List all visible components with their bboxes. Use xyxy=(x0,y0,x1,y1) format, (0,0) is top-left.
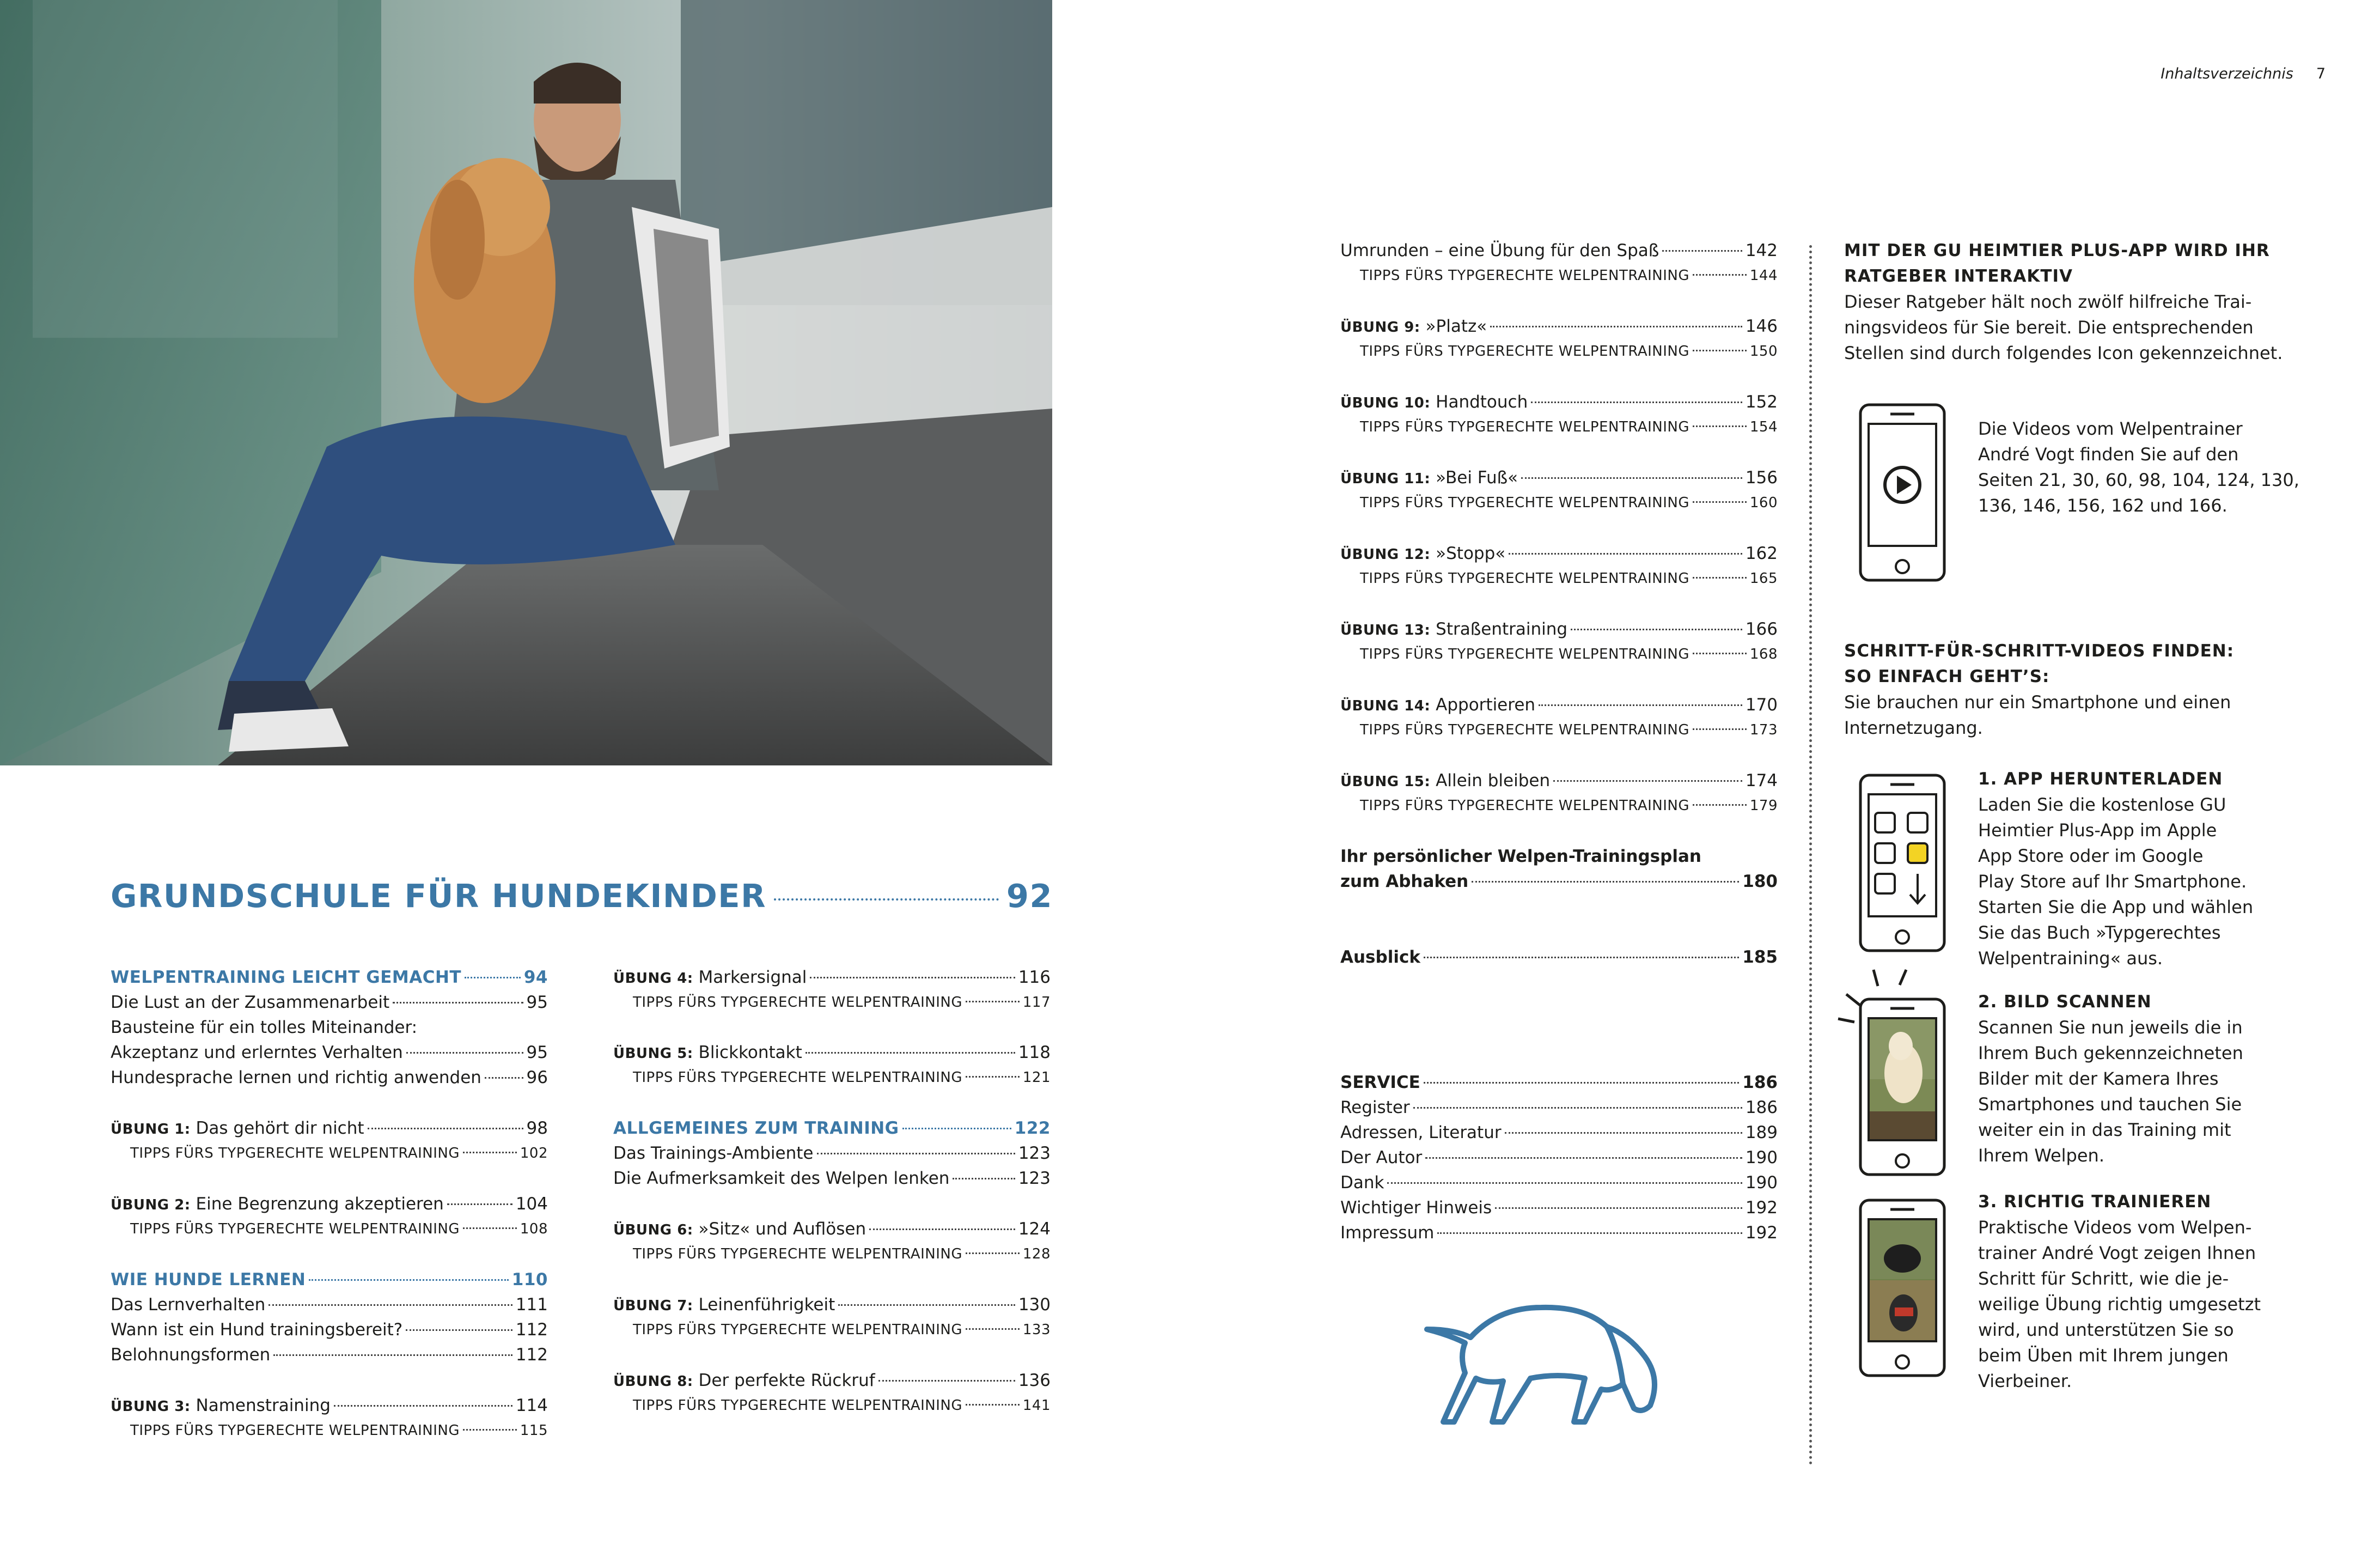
toc-entry-page: 112 xyxy=(515,1345,548,1365)
toc-entry-label: Eine Begrenzung akzeptieren xyxy=(196,1194,444,1214)
toc-entry-label: Das gehört dir nicht xyxy=(196,1118,364,1138)
toc-entry[interactable] xyxy=(1340,945,1778,970)
toc-entry-label: Akzeptanz und erlerntes Verhalten xyxy=(111,1043,403,1062)
step2-line-6: Ihrem Welpen. xyxy=(1978,1145,2104,1166)
dot-leader xyxy=(463,1429,517,1431)
step2-line-4: Smartphones und tauchen Sie xyxy=(1978,1094,2242,1115)
dot-leader xyxy=(878,1380,1015,1382)
toc-entry-label: Wann ist ein Hund trainingsbereit? xyxy=(111,1320,403,1340)
toc-entry[interactable] xyxy=(1340,314,1778,339)
toc-entry[interactable] xyxy=(613,1040,1051,1066)
toc-entry[interactable] xyxy=(130,1418,548,1444)
toc-entry-label: TIPPS FÜRS TYPGERECHTE WELPENTRAINING xyxy=(633,1322,963,1338)
toc-entry-label: Der perfekte Rückruf xyxy=(698,1371,875,1390)
app-heading-line-2: RATGEBER INTERAKTIV xyxy=(1844,266,2073,286)
dot-leader xyxy=(966,1404,1020,1406)
column-divider xyxy=(1809,245,1812,1465)
step3-line-6: beim Üben mit Ihrem jungen xyxy=(1978,1345,2229,1366)
dot-leader xyxy=(838,1304,1015,1306)
chapter-title[interactable] xyxy=(111,877,1053,915)
header-section: Inhaltsverzeichnis xyxy=(2161,65,2293,82)
toc-entry-prefix: ÜBUNG 2: xyxy=(111,1197,191,1213)
toc-entry-page: 118 xyxy=(1018,1043,1051,1062)
steps-intro-line-1: Sie brauchen nur ein Smartphone und einen xyxy=(1844,692,2231,713)
dot-leader xyxy=(334,1405,512,1407)
toc-entry-label: WELPENTRAINING LEICHT GEMACHT xyxy=(111,968,462,987)
step2-line-1: Scannen Sie nun jeweils die in xyxy=(1978,1017,2243,1038)
dot-leader xyxy=(1521,477,1742,479)
toc-entry-label: Die Lust an der Zusammenarbeit xyxy=(111,993,390,1012)
dot-leader xyxy=(1490,326,1742,327)
step2-line-2: Ihrem Buch gekennzeichneten xyxy=(1978,1043,2243,1063)
toc-entry[interactable] xyxy=(1340,541,1778,567)
toc-entry-page: 112 xyxy=(515,1320,548,1340)
toc-entry-page: 111 xyxy=(515,1295,548,1315)
toc-entry[interactable] xyxy=(1360,642,1778,667)
dot-leader xyxy=(1437,1232,1742,1234)
toc-entry-label: TIPPS FÜRS TYPGERECHTE WELPENTRAINING xyxy=(633,1246,963,1262)
dot-leader xyxy=(1693,274,1747,276)
dot-leader xyxy=(966,1252,1020,1254)
toc-entry-prefix: ÜBUNG 11: xyxy=(1340,471,1431,487)
steps-heading-line-2: SO EINFACH GEHT’S: xyxy=(1844,667,2050,686)
toc-entry[interactable] xyxy=(1340,1095,1778,1121)
toc-entry-label: TIPPS FÜRS TYPGERECHTE WELPENTRAINING xyxy=(1360,646,1690,662)
toc-entry-page: 123 xyxy=(1018,1144,1051,1163)
dot-leader xyxy=(1413,1107,1742,1109)
toc-entry[interactable] xyxy=(111,1317,548,1343)
toc-entry-label: Apportieren xyxy=(1436,695,1536,715)
toc-entry-label: TIPPS FÜRS TYPGERECHTE WELPENTRAINING xyxy=(1360,267,1690,284)
dot-leader xyxy=(1693,577,1747,579)
toc-entry[interactable] xyxy=(111,1015,548,1041)
toc-entry-prefix: ÜBUNG 6: xyxy=(613,1222,693,1238)
toc-entry-page: 190 xyxy=(1745,1148,1778,1167)
toc-entry-page: 156 xyxy=(1745,468,1778,488)
dot-leader xyxy=(1693,653,1747,654)
toc-entry-label: Adressen, Literatur xyxy=(1340,1123,1502,1142)
dot-leader xyxy=(393,1002,523,1003)
app-heading-line-1: MIT DER GU HEIMTIER PLUS-APP WIRD IHR xyxy=(1844,241,2270,260)
training-video-phone-icon xyxy=(1859,1199,1946,1377)
toc-entry-label: Ihr persönlicher Welpen-Trainingsplan xyxy=(1340,847,1701,866)
steps-intro xyxy=(1844,690,2231,741)
dot-leader xyxy=(1571,629,1742,630)
toc-entry-page: 190 xyxy=(1745,1173,1778,1193)
toc-entry[interactable] xyxy=(1340,1145,1778,1171)
step1-line-1: Laden Sie die kostenlose GU xyxy=(1978,794,2226,815)
toc-entry-page: 102 xyxy=(520,1145,548,1161)
toc-entry-page: 96 xyxy=(526,1068,548,1087)
toc-entry-prefix: ÜBUNG 5: xyxy=(613,1045,693,1062)
toc-entry[interactable] xyxy=(1340,869,1778,895)
toc-entry[interactable] xyxy=(111,1342,548,1368)
step1-line-4: Play Store auf Ihr Smartphone. xyxy=(1978,871,2247,892)
toc-entry[interactable] xyxy=(633,1393,1051,1419)
steps-heading-line-1: SCHRITT-FÜR-SCHRITT-VIDEOS FINDEN: xyxy=(1844,641,2235,661)
toc-entry[interactable] xyxy=(613,1116,1051,1141)
toc-entry-page: 124 xyxy=(1018,1219,1051,1239)
toc-entry[interactable] xyxy=(1360,566,1778,592)
toc-entry-label: ALLGEMEINES ZUM TRAINING xyxy=(613,1118,899,1138)
step2 xyxy=(1978,989,2243,1169)
toc-entry-page: 146 xyxy=(1745,317,1778,336)
toc-entry-page: 142 xyxy=(1745,241,1778,260)
toc-entry[interactable] xyxy=(633,1065,1051,1091)
step1-line-7: Welpentraining« aus. xyxy=(1978,948,2163,969)
dot-leader xyxy=(1425,1157,1742,1159)
dot-leader xyxy=(465,977,521,978)
toc-entry-prefix: ÜBUNG 3: xyxy=(111,1398,191,1415)
toc-entry-page: 98 xyxy=(526,1118,548,1138)
toc-entry-label: SERVICE xyxy=(1340,1073,1420,1092)
toc-entry-label: Umrunden – eine Übung für den Spaß xyxy=(1340,241,1659,260)
toc-entry-label: TIPPS FÜRS TYPGERECHTE WELPENTRAINING xyxy=(633,1069,963,1086)
toc-entry-label: Wichtiger Hinweis xyxy=(1340,1198,1492,1218)
dot-leader xyxy=(1472,881,1739,883)
toc-entry-page: 186 xyxy=(1745,1098,1778,1117)
toc-entry-label: Namenstraining xyxy=(196,1396,331,1415)
toc-entry[interactable] xyxy=(130,1141,548,1166)
toc-entry-prefix: ÜBUNG 13: xyxy=(1340,622,1431,638)
toc-entry-page: 123 xyxy=(1018,1169,1051,1188)
step1-line-2: Heimtier Plus-App im Apple xyxy=(1978,820,2217,841)
step1 xyxy=(1978,767,2253,971)
dot-leader xyxy=(309,1279,508,1281)
toc-entry-label: Die Aufmerksamkeit des Welpen lenken xyxy=(613,1169,950,1188)
toc-entry-label: zum Abhaken xyxy=(1340,872,1469,891)
step3-line-2: trainer André Vogt zeigen Ihnen xyxy=(1978,1243,2256,1263)
toc-entry-label: WIE HUNDE LERNEN xyxy=(111,1270,306,1290)
toc-entry-label: Der Autor xyxy=(1340,1148,1423,1167)
toc-entry[interactable] xyxy=(130,1217,548,1242)
video-text-line-3: Seiten 21, 30, 60, 98, 104, 124, 130, xyxy=(1978,470,2299,490)
video-text-line-1: Die Videos vom Welpentrainer xyxy=(1978,418,2243,439)
toc-entry-page: 168 xyxy=(1749,646,1778,662)
toc-entry[interactable] xyxy=(1340,1120,1778,1146)
toc-entry[interactable] xyxy=(1360,339,1778,364)
dot-leader xyxy=(1509,553,1742,555)
dot-leader xyxy=(966,1328,1020,1330)
toc-entry-page: 165 xyxy=(1749,570,1778,587)
step2-title: 2. BILD SCANNEN xyxy=(1978,992,2152,1012)
video-phone-icon xyxy=(1859,403,1946,582)
step3-line-4: weilige Übung richtig umgesetzt xyxy=(1978,1294,2261,1315)
toc-entry-label: Allein bleiben xyxy=(1436,771,1551,790)
step3-line-7: Vierbeiner. xyxy=(1978,1371,2072,1391)
step1-title: 1. APP HERUNTERLADEN xyxy=(1978,769,2223,789)
toc-entry-page: 186 xyxy=(1742,1073,1778,1092)
toc-entry[interactable] xyxy=(633,990,1051,1015)
step3 xyxy=(1978,1189,2261,1394)
toc-entry-label: Leinenführigkeit xyxy=(698,1295,835,1315)
toc-entry[interactable] xyxy=(613,1141,1051,1166)
toc-entry[interactable] xyxy=(1340,1220,1778,1246)
toc-entry-page: 170 xyxy=(1745,695,1778,715)
toc-entry-page: 185 xyxy=(1742,947,1778,967)
dot-leader xyxy=(1662,250,1742,252)
dot-leader xyxy=(1495,1207,1742,1209)
dot-leader xyxy=(447,1203,512,1205)
toc-entry-page: 122 xyxy=(1014,1118,1051,1138)
toc-entry-label: Belohnungsformen xyxy=(111,1345,271,1365)
toc-entry[interactable] xyxy=(111,1267,548,1293)
toc-entry-label: TIPPS FÜRS TYPGERECHTE WELPENTRAINING xyxy=(1360,722,1690,738)
toc-entry-label: TIPPS FÜRS TYPGERECHTE WELPENTRAINING xyxy=(1360,570,1690,587)
toc-entry-label: Impressum xyxy=(1340,1223,1435,1243)
toc-entry[interactable] xyxy=(1340,844,1778,869)
toc-entry-page: 154 xyxy=(1749,419,1778,435)
toc-entry[interactable] xyxy=(1340,768,1778,794)
toc-entry[interactable] xyxy=(111,1116,548,1141)
toc-entry[interactable] xyxy=(633,1242,1051,1267)
toc-entry-prefix: ÜBUNG 14: xyxy=(1340,698,1431,714)
toc-entry-label: TIPPS FÜRS TYPGERECHTE WELPENTRAINING xyxy=(130,1221,460,1237)
toc-entry-page: 179 xyxy=(1749,798,1778,814)
step3-title: 3. RICHTIG TRAINIEREN xyxy=(1978,1192,2212,1212)
toc-entry[interactable] xyxy=(1340,692,1778,718)
dot-leader xyxy=(463,1227,517,1229)
toc-entry[interactable] xyxy=(633,1317,1051,1343)
toc-entry-label: TIPPS FÜRS TYPGERECHTE WELPENTRAINING xyxy=(130,1145,460,1161)
page-number: 7 xyxy=(2316,65,2326,82)
toc-entry[interactable] xyxy=(111,1191,548,1217)
video-text-line-2: André Vogt finden Sie auf den xyxy=(1978,444,2239,465)
toc-entry-page: 95 xyxy=(526,1043,548,1062)
dot-leader xyxy=(485,1077,523,1079)
toc-entry-page: 192 xyxy=(1745,1223,1778,1243)
toc-entry-prefix: ÜBUNG 1: xyxy=(111,1121,191,1138)
app-heading xyxy=(1844,238,2270,289)
step3-line-1: Praktische Videos vom Welpen- xyxy=(1978,1217,2252,1238)
step3-line-3: Schritt für Schritt, wie die je- xyxy=(1978,1268,2229,1289)
toc-entry-label: TIPPS FÜRS TYPGERECHTE WELPENTRAINING xyxy=(1360,343,1690,360)
dot-leader xyxy=(1424,957,1739,958)
toc-entry[interactable] xyxy=(1340,465,1778,491)
toc-entry-page: 180 xyxy=(1742,872,1778,891)
dot-leader xyxy=(406,1329,512,1331)
dot-leader xyxy=(1693,350,1747,351)
toc-entry[interactable] xyxy=(613,1166,1051,1191)
toc-entry-page: 144 xyxy=(1749,267,1778,284)
toc-entry-label: TIPPS FÜRS TYPGERECHTE WELPENTRAINING xyxy=(1360,798,1690,814)
toc-entry-label: TIPPS FÜRS TYPGERECHTE WELPENTRAINING xyxy=(633,994,963,1011)
dot-leader xyxy=(1539,704,1742,706)
dot-leader xyxy=(1531,402,1742,403)
toc-entry-page: 189 xyxy=(1745,1123,1778,1142)
toc-entry-page: 130 xyxy=(1018,1295,1051,1315)
steps-heading xyxy=(1844,638,2234,690)
toc-entry[interactable] xyxy=(1340,617,1778,642)
toc-entry-page: 110 xyxy=(511,1270,548,1290)
step1-line-3: App Store oder im Google xyxy=(1978,846,2204,866)
toc-entry[interactable] xyxy=(1340,238,1778,264)
dot-leader xyxy=(953,1178,1015,1179)
step2-line-5: weiter ein in das Training mit xyxy=(1978,1120,2231,1140)
step2-line-3: Bilder mit der Kamera Ihres xyxy=(1978,1068,2219,1089)
scan-phone-icon xyxy=(1835,964,1955,1177)
dot-leader xyxy=(902,1128,1011,1129)
toc-entry[interactable] xyxy=(613,1368,1051,1394)
toc-entry[interactable] xyxy=(111,1292,548,1318)
toc-entry-label: Handtouch xyxy=(1436,392,1528,412)
dot-leader xyxy=(774,898,999,901)
app-text-line-2: ningsvideos für Sie bereit. Die entsprechenden xyxy=(1844,317,2254,338)
toc-entry-page: 108 xyxy=(520,1221,548,1237)
toc-entry-page: 115 xyxy=(520,1422,548,1439)
toc-entry[interactable] xyxy=(111,1393,548,1419)
toc-entry-label: Das Trainings-Ambiente xyxy=(613,1144,814,1163)
toc-entry-page: 152 xyxy=(1745,392,1778,412)
toc-entry[interactable] xyxy=(613,1217,1051,1242)
toc-entry-label: »Stopp« xyxy=(1436,544,1506,563)
toc-entry-label: Bausteine für ein tolles Miteinander: xyxy=(111,1018,418,1037)
toc-entry-label: »Sitz« und Auflösen xyxy=(698,1219,866,1239)
dot-leader xyxy=(368,1128,523,1129)
dot-leader xyxy=(1424,1082,1739,1084)
toc-entry-label: Register xyxy=(1340,1098,1410,1117)
toc-entry-page: 104 xyxy=(515,1194,548,1214)
toc-entry[interactable] xyxy=(111,965,548,990)
toc-entry-label: TIPPS FÜRS TYPGERECHTE WELPENTRAINING xyxy=(130,1422,460,1439)
dot-leader xyxy=(1505,1132,1742,1134)
toc-entry[interactable] xyxy=(1360,490,1778,516)
toc-entry-page: 150 xyxy=(1749,343,1778,360)
toc-entry-page: 114 xyxy=(515,1396,548,1415)
toc-entry-page: 141 xyxy=(1022,1397,1051,1414)
toc-entry[interactable] xyxy=(1360,415,1778,440)
page-header xyxy=(2161,65,2326,82)
toc-entry-page: 136 xyxy=(1018,1371,1051,1390)
toc-entry[interactable] xyxy=(111,990,548,1015)
toc-entry-label: Straßentraining xyxy=(1436,619,1568,639)
toc-entry-page: 162 xyxy=(1745,544,1778,563)
toc-entry-page: 117 xyxy=(1022,994,1051,1011)
toc-entry[interactable] xyxy=(1360,793,1778,819)
toc-entry-label: Das Lernverhalten xyxy=(111,1295,266,1315)
toc-entry-label: TIPPS FÜRS TYPGERECHTE WELPENTRAINING xyxy=(1360,419,1690,435)
toc-entry-prefix: ÜBUNG 9: xyxy=(1340,319,1420,336)
toc-entry-prefix: ÜBUNG 15: xyxy=(1340,774,1431,790)
toc-entry[interactable] xyxy=(1360,717,1778,743)
dot-leader xyxy=(810,977,1015,978)
toc-entry[interactable] xyxy=(1340,1070,1778,1096)
toc-entry-page: 166 xyxy=(1745,619,1778,639)
toc-entry-label: TIPPS FÜRS TYPGERECHTE WELPENTRAINING xyxy=(1360,495,1690,511)
toc-entry[interactable] xyxy=(1340,390,1778,415)
toc-entry-label: »Platz« xyxy=(1425,317,1487,336)
toc-entry[interactable] xyxy=(111,1040,548,1066)
toc-entry-label: Blickkontakt xyxy=(698,1043,802,1062)
app-text-line-1: Dieser Ratgeber hält noch zwölf hilfreiche Trai- xyxy=(1844,291,2252,312)
toc-entry-prefix: ÜBUNG 4: xyxy=(613,970,693,987)
cover-photo-man-with-puppy xyxy=(0,0,1052,765)
app-text-line-3: Stellen sind durch folgendes Icon gekennzeichnet. xyxy=(1844,343,2283,363)
video-text-line-4: 136, 146, 156, 162 und 166. xyxy=(1978,495,2228,516)
toc-entry-page: 95 xyxy=(526,993,548,1012)
sniffing-dog-illustration xyxy=(1421,1297,1661,1427)
toc-entry[interactable] xyxy=(613,1292,1051,1318)
toc-entry-prefix: ÜBUNG 12: xyxy=(1340,546,1431,563)
dot-leader xyxy=(268,1304,512,1306)
dot-leader xyxy=(406,1052,523,1054)
dot-leader xyxy=(1693,728,1747,730)
dot-leader xyxy=(1693,425,1747,427)
dot-leader xyxy=(869,1228,1015,1230)
app-download-phone-icon xyxy=(1859,774,1946,952)
toc-entry-label: »Bei Fuß« xyxy=(1436,468,1518,488)
toc-entry-label: Markersignal xyxy=(698,968,807,987)
app-text xyxy=(1844,289,2283,366)
dot-leader xyxy=(1693,501,1747,503)
dot-leader xyxy=(273,1354,512,1356)
toc-entry-page: 121 xyxy=(1022,1069,1051,1086)
toc-entry-label: Hundesprache lernen und richtig anwenden xyxy=(111,1068,481,1087)
toc-entry[interactable] xyxy=(111,1065,548,1091)
dot-leader xyxy=(463,1152,517,1153)
toc-entry-page: 192 xyxy=(1745,1198,1778,1218)
toc-entry-prefix: ÜBUNG 7: xyxy=(613,1298,693,1314)
step1-line-5: Starten Sie die App und wählen xyxy=(1978,897,2254,917)
toc-entry-page: 94 xyxy=(523,968,548,987)
step3-line-5: wird, und unterstützen Sie so xyxy=(1978,1319,2234,1340)
toc-entry-page: 174 xyxy=(1745,771,1778,790)
toc-entry-prefix: ÜBUNG 10: xyxy=(1340,395,1431,411)
dot-leader xyxy=(1693,804,1747,806)
toc-entry-label: TIPPS FÜRS TYPGERECHTE WELPENTRAINING xyxy=(633,1397,963,1414)
toc-entry-page: 116 xyxy=(1018,968,1051,987)
toc-entry-page: 160 xyxy=(1749,495,1778,511)
toc-entry-page: 128 xyxy=(1022,1246,1051,1262)
dot-leader xyxy=(1553,780,1742,782)
steps-intro-line-2: Internetzugang. xyxy=(1844,717,1983,738)
chapter-title-page: 92 xyxy=(1006,877,1053,915)
video-text xyxy=(1978,416,2299,519)
toc-entry[interactable] xyxy=(1360,263,1778,289)
dot-leader xyxy=(966,1001,1020,1002)
toc-entry[interactable] xyxy=(613,965,1051,990)
step1-line-6: Sie das Buch »Typgerechtes xyxy=(1978,922,2221,943)
toc-entry[interactable] xyxy=(1340,1195,1778,1221)
chapter-title-label: GRUNDSCHULE FÜR HUNDEKINDER xyxy=(111,877,767,915)
dot-leader xyxy=(1387,1182,1742,1184)
toc-entry-page: 173 xyxy=(1749,722,1778,738)
toc-entry-prefix: ÜBUNG 8: xyxy=(613,1373,693,1390)
toc-entry-label: Ausblick xyxy=(1340,947,1420,967)
dot-leader xyxy=(817,1153,1015,1154)
dot-leader xyxy=(805,1052,1015,1054)
dot-leader xyxy=(966,1076,1020,1078)
toc-entry-label: Dank xyxy=(1340,1173,1384,1193)
toc-entry-page: 133 xyxy=(1022,1322,1051,1338)
toc-entry[interactable] xyxy=(1340,1170,1778,1196)
